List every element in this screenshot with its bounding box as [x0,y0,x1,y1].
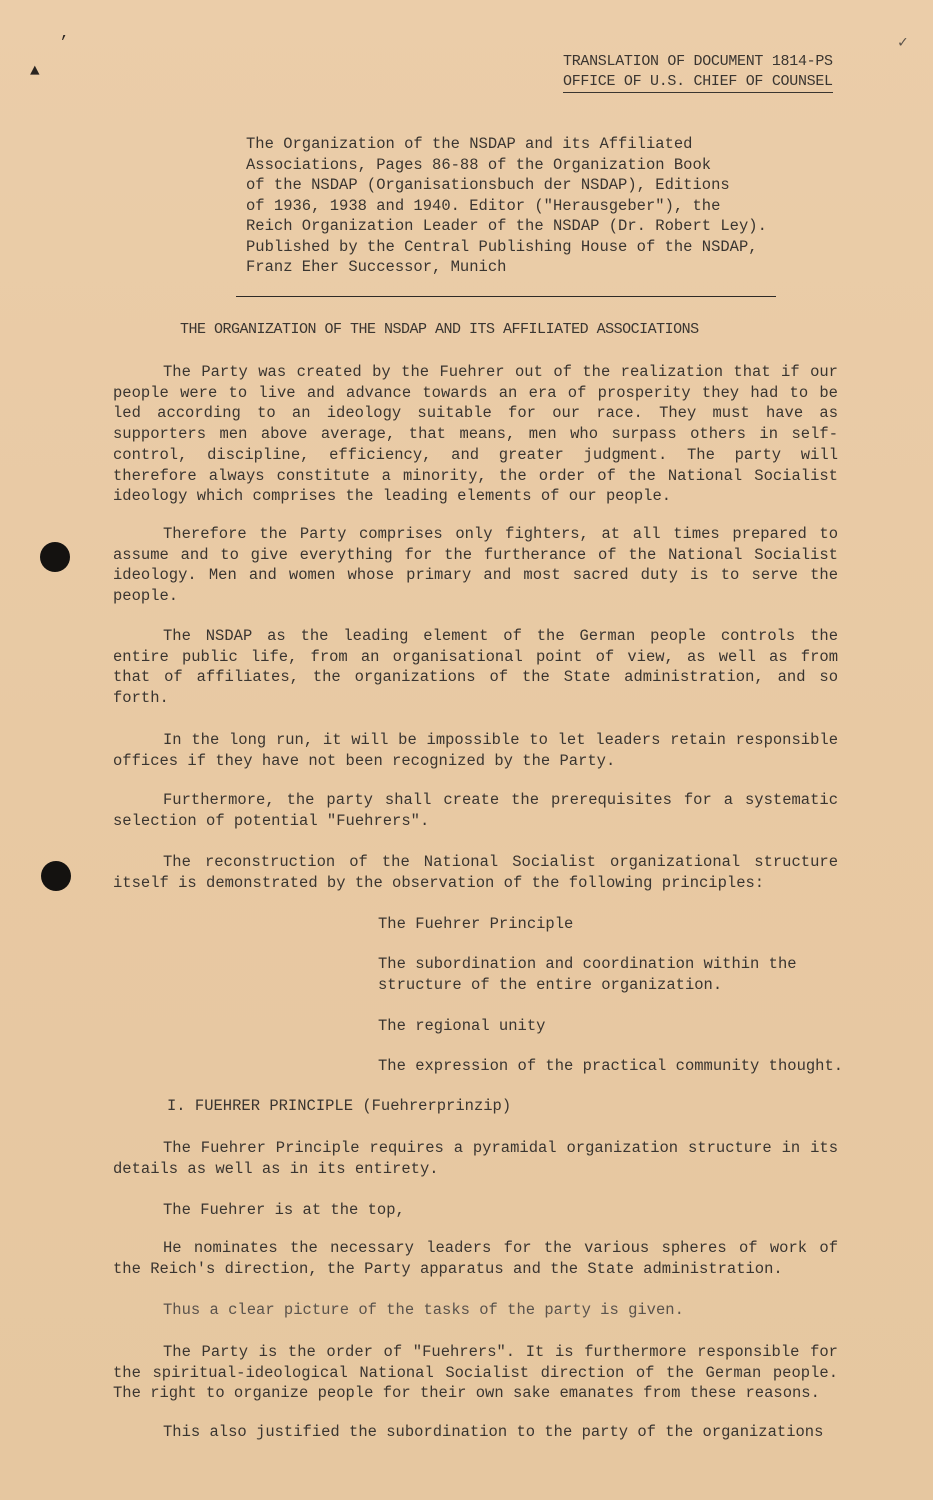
paragraph: In the long run, it will be impossible to let leaders retain responsible offices if they have not been recognized by the Party. [113,731,838,770]
section-heading: I. FUEHRER PRINCIPLE (Fuehrerprinzip) [167,1097,512,1115]
paragraph: The Party is the order of "Fuehrers". It is furthermore responsible for the spiritual-ideological National Socialist direction of the German people. The right to organize people for their own sake emanates from these reasons. [113,1343,838,1403]
punch-hole [41,861,71,891]
principle-item: The subordination and coordination within the structure of the entire organization. [378,955,797,994]
paragraph: The reconstruction of the National Socialist organizational structure itself is demonstrated by the observation of the following principles: [113,853,838,892]
principle-item: The Fuehrer Principle [378,915,574,933]
paragraph: The Party was created by the Fuehrer out of the realization that if our people were to live and advance towards an era of prosperity they had to be led according to an ideology suitable for our race. They must have as supporters men above average, that means, men who surpass others in self-control, discipline, efficiency, and greater judgment. The party will therefore always constitute a minority, the order of the National Socialist ideology which comprises the leading elements of our people. [113,363,838,506]
ink-mark: , [60,24,70,42]
document-title: THE ORGANIZATION OF THE NSDAP AND ITS AFFILIATED ASSOCIATIONS [180,321,699,338]
paragraph: The Fuehrer is at the top, [163,1201,405,1219]
paragraph: The Fuehrer Principle requires a pyramidal organization structure in its details as well as in its entirety. [113,1139,838,1178]
paragraph: Therefore the Party comprises only fighters, at all times prepared to assume and to give everything for the furtherance of the National Socialist ideology. Men and women whose primary and most sacred duty is to serve the people. [113,525,838,606]
paragraph: Thus a clear picture of the tasks of the party is given. [163,1301,684,1319]
paragraph: Furthermore, the party shall create the prerequisites for a systematic selection of potential "Fuehrers". [113,791,838,830]
paragraph: The NSDAP as the leading element of the German people controls the entire public life, from an organisational point of view, as well as from that of affiliates, the organizations of the State administration, and so forth. [113,627,838,708]
header-line-1: TRANSLATION OF DOCUMENT 1814-PS [563,53,833,70]
principle-item: The regional unity [378,1017,546,1035]
ink-mark: ▲ [30,62,40,80]
principle-item: The expression of the practical community thought. [378,1057,844,1075]
intro-citation: The Organization of the NSDAP and its Affiliated Associations, Pages 86-88 of the Organization Book of the NSDAP (Organisationsbuch der NSDAP), Editions of 1936, 1938 and 1940. Editor ("Herausgeber"), the Reich Organization Leader of the NSDAP (Dr. Robert Ley). Published by the Central Publishing House of the NSDAP, Franz Eher Successor, Munich [246,135,767,276]
paragraph: This also justified the subordination to the party of the organizations [163,1423,824,1441]
header-line-2: OFFICE OF U.S. CHIEF OF COUNSEL [563,72,833,93]
paragraph: He nominates the necessary leaders for the various spheres of work of the Reich's direction, the Party apparatus and the State administration. [113,1239,838,1278]
document-header [563,52,833,93]
check-mark: ✓ [898,34,908,52]
punch-hole [40,542,70,572]
divider-rule [236,296,776,297]
